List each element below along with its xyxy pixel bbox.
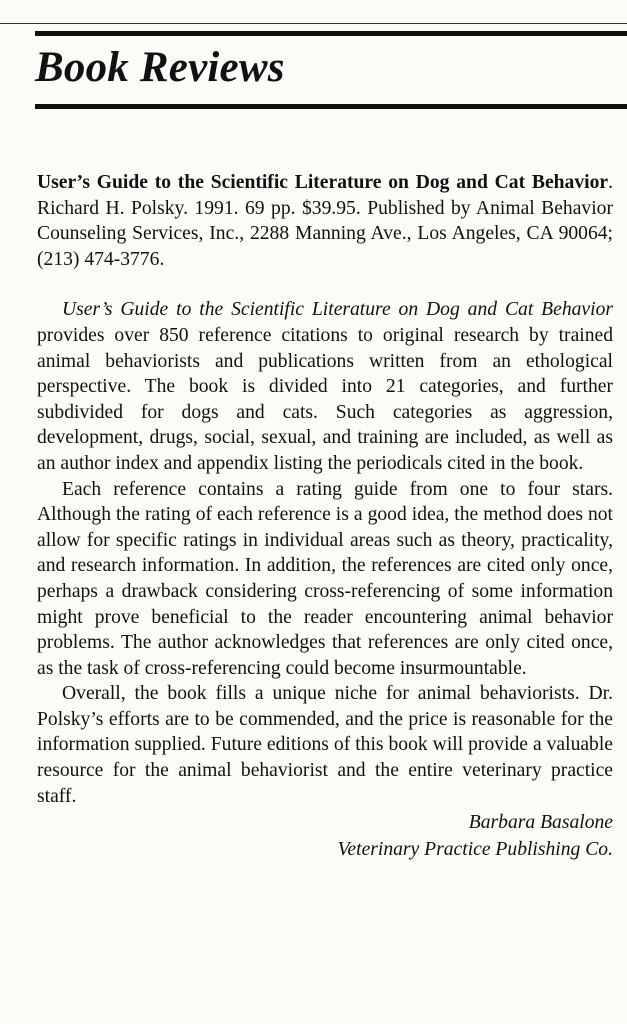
- citation-details: . Richard H. Polsky. 1991. 69 pp. $39.95. Published by Animal Behavior Counseling Services, Inc., 2288 Manning Ave., Los Angeles, CA 90064; (213) 474-3776.: [37, 172, 613, 270]
- reviewer-name: Barbara Basalone: [468, 812, 613, 834]
- top-thin-rule: [0, 23, 627, 24]
- book-citation: [37, 170, 613, 272]
- book-title-italic: User’s Guide to the Scientific Literature on Dog and Cat Behavior: [62, 299, 613, 321]
- book-title: User’s Guide to the Scientific Literature on Dog and Cat Behavior: [37, 172, 609, 193]
- review-paragraph-3: Overall, the book fills a unique niche for animal behaviorists. Dr. Polsky’s efforts are to be commended, and the price is reasonable for the information supplied. Future editions of this book will provide a valuable resource for the animal behaviorist and the entire veterinary practice staff.: [37, 683, 613, 807]
- section-title: Book Reviews: [35, 44, 285, 91]
- reviewer-affiliation: Veterinary Practice Publishing Co.: [337, 839, 613, 861]
- review-paragraph-2: Each reference contains a rating guide from one to four stars. Although the rating of each reference is a good idea, the method does not allow for specific ratings in individual areas such as theory, practicality, and research information. In addition, the references are cited only once, perhaps a drawback considering cross-referencing of some information might prove beneficial to the reader encountering animal behavior problems. The author acknowledges that references are only cited once, as the task of cross-referencing could become insurmountable.: [37, 478, 613, 679]
- book-review: [37, 170, 613, 863]
- paragraph-1-text: provides over 850 reference citations to original research by trained animal behaviorists and publications written from an ethological perspective. The book is divided into 21 categories, and further subdivided for dogs and cats. Such categories as aggression, development, drugs, social, sexual, and training are included, as well as an author index and appendix listing the periodicals cited in the book.: [37, 324, 613, 474]
- title-underline-rule: [35, 104, 627, 109]
- top-thick-rule: [35, 31, 627, 36]
- review-paragraph-1: [37, 297, 613, 476]
